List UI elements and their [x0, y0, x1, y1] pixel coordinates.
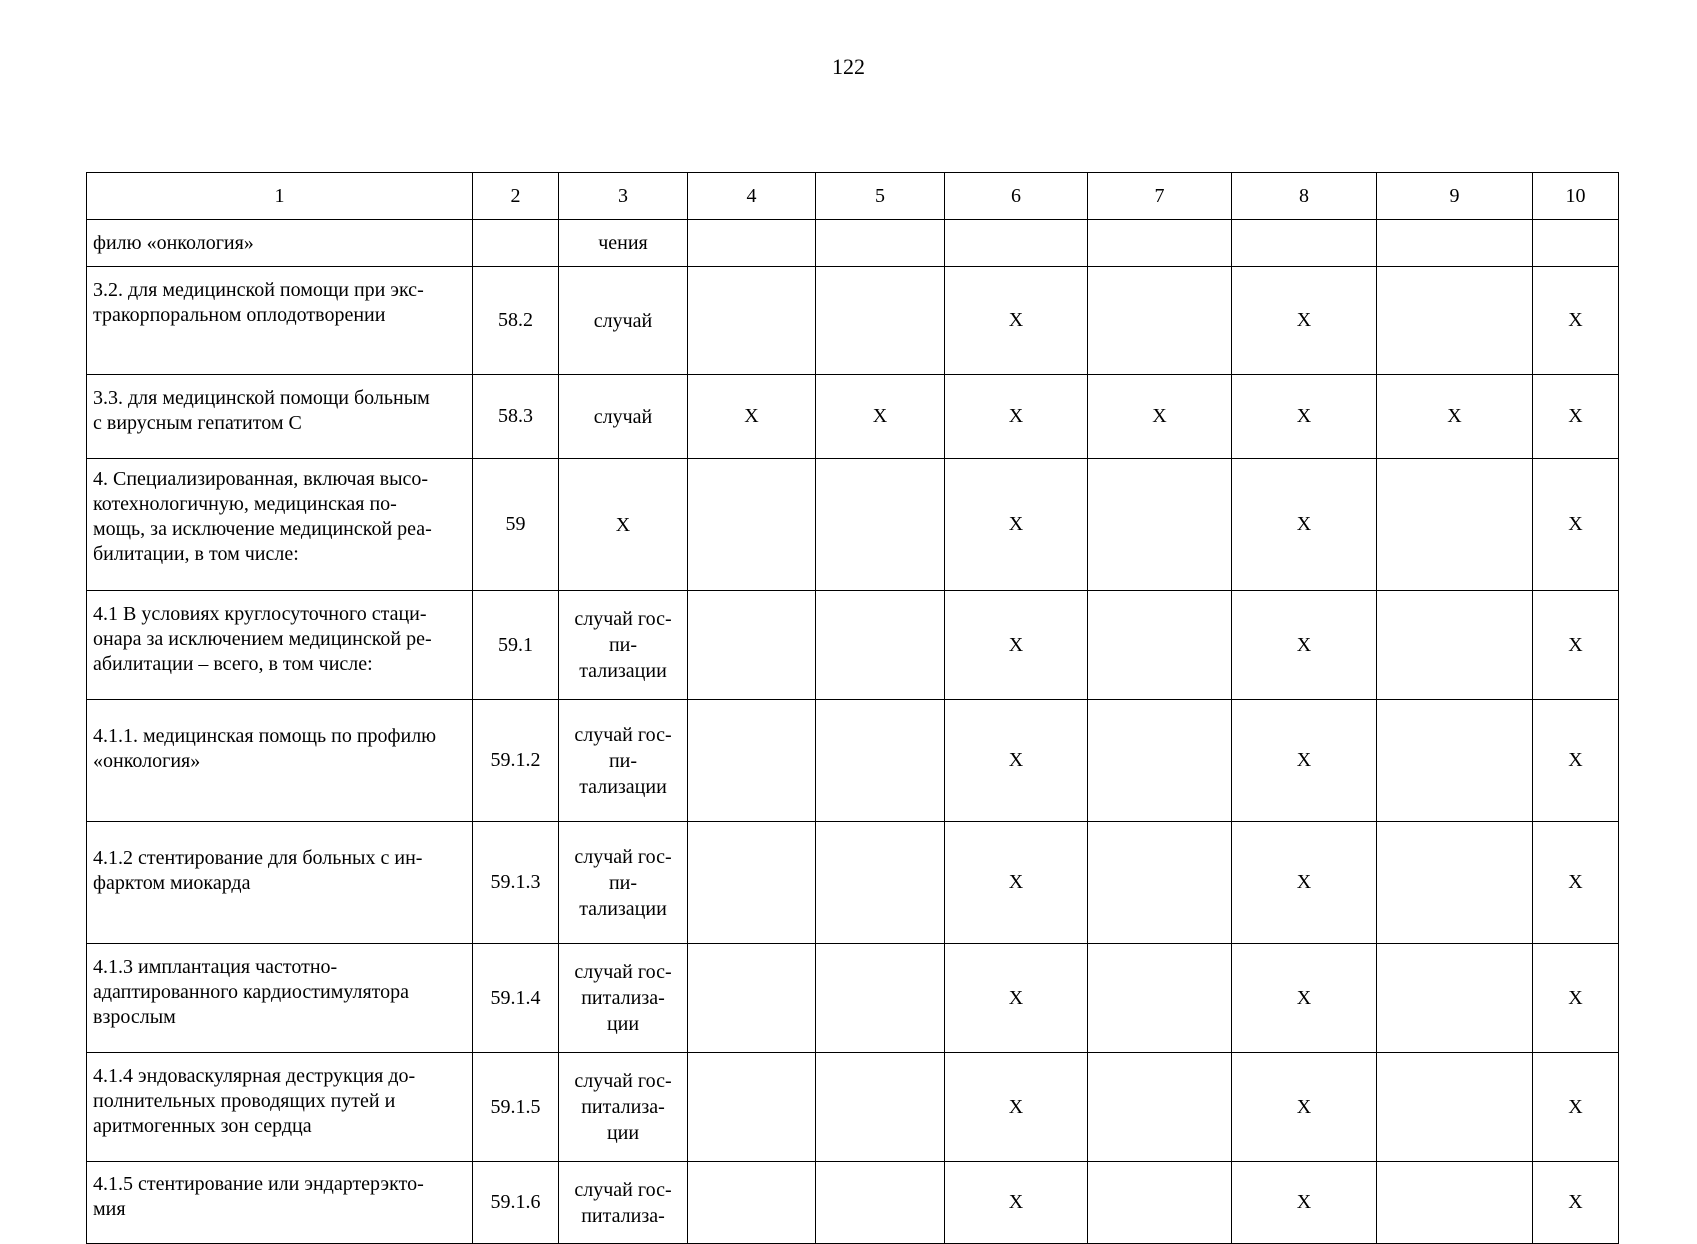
value-cell	[816, 700, 945, 822]
value-cell	[688, 944, 816, 1053]
header-cell: 7	[1088, 173, 1232, 220]
value-cell: Х	[1088, 375, 1232, 459]
value-cell	[816, 220, 945, 267]
value-cell	[1088, 1053, 1232, 1162]
header-cell: 1	[87, 173, 473, 220]
table-row	[87, 375, 1619, 459]
value-cell: Х	[945, 822, 1088, 944]
value-cell	[1377, 1162, 1533, 1244]
value-cell	[688, 822, 816, 944]
row-unit-cell: случай	[559, 267, 688, 375]
row-name-cell: 4.1.3 имплантация частотно- адаптированного кардиостимулятора взрослым	[87, 944, 473, 1053]
value-cell: Х	[1533, 1162, 1619, 1244]
value-cell	[816, 591, 945, 700]
value-cell	[1088, 1162, 1232, 1244]
table-row	[87, 591, 1619, 700]
value-cell	[1088, 267, 1232, 375]
value-cell: Х	[1533, 375, 1619, 459]
row-code-cell	[473, 220, 559, 267]
value-cell	[1377, 944, 1533, 1053]
value-cell	[945, 220, 1088, 267]
value-cell: Х	[945, 459, 1088, 591]
row-name-cell: 4.1.1. медицинская помощь по профилю «онкология»	[87, 700, 473, 822]
value-cell: Х	[1232, 1162, 1377, 1244]
value-cell: Х	[1232, 944, 1377, 1053]
value-cell: Х	[1232, 591, 1377, 700]
value-cell: Х	[1533, 700, 1619, 822]
value-cell: Х	[1232, 267, 1377, 375]
value-cell	[1088, 944, 1232, 1053]
value-cell: Х	[1533, 459, 1619, 591]
value-cell: Х	[945, 1162, 1088, 1244]
row-unit-cell: случай гос- пи- тализации	[559, 822, 688, 944]
value-cell	[816, 1053, 945, 1162]
value-cell	[816, 1162, 945, 1244]
value-cell: Х	[1232, 700, 1377, 822]
value-cell: Х	[945, 591, 1088, 700]
value-cell	[688, 591, 816, 700]
value-cell	[688, 220, 816, 267]
value-cell: Х	[1533, 944, 1619, 1053]
value-cell: Х	[1533, 267, 1619, 375]
value-cell	[816, 267, 945, 375]
row-name-cell: 4. Специализированная, включая высо- котехнологичную, медицинская по- мощь, за исключение медицинской реа- билитации, в том числе:	[87, 459, 473, 591]
table-row	[87, 1162, 1619, 1244]
row-code-cell: 59.1.4	[473, 944, 559, 1053]
table-row	[87, 944, 1619, 1053]
value-cell: Х	[1533, 591, 1619, 700]
row-code-cell: 59.1.2	[473, 700, 559, 822]
value-cell	[816, 944, 945, 1053]
header-cell: 3	[559, 173, 688, 220]
value-cell	[816, 459, 945, 591]
table-row	[87, 822, 1619, 944]
value-cell: Х	[945, 700, 1088, 822]
value-cell	[1088, 700, 1232, 822]
row-code-cell: 59	[473, 459, 559, 591]
value-cell: Х	[688, 375, 816, 459]
value-cell	[1377, 700, 1533, 822]
value-cell	[688, 700, 816, 822]
header-cell: 2	[473, 173, 559, 220]
row-unit-cell: случай гос- пи- тализации	[559, 700, 688, 822]
value-cell	[1377, 220, 1533, 267]
value-cell	[688, 1053, 816, 1162]
value-cell: Х	[1533, 1053, 1619, 1162]
row-unit-cell: случай гос- питализа-	[559, 1162, 688, 1244]
row-name-cell: филю «онкология»	[87, 220, 473, 267]
value-cell	[1377, 459, 1533, 591]
value-cell	[1377, 822, 1533, 944]
value-cell	[688, 1162, 816, 1244]
value-cell: Х	[945, 375, 1088, 459]
row-name-cell: 4.1.4 эндоваскулярная деструкция до- полнительных проводящих путей и аритмогенных зон сердца	[87, 1053, 473, 1162]
row-unit-cell: Х	[559, 459, 688, 591]
value-cell: Х	[1533, 822, 1619, 944]
value-cell	[688, 459, 816, 591]
row-unit-cell: случай гос- питализа- ции	[559, 1053, 688, 1162]
row-code-cell: 59.1.5	[473, 1053, 559, 1162]
header-cell: 10	[1533, 173, 1619, 220]
value-cell	[1377, 1053, 1533, 1162]
header-cell: 8	[1232, 173, 1377, 220]
row-code-cell: 58.2	[473, 267, 559, 375]
table-row	[87, 267, 1619, 375]
page-number: 122	[832, 54, 865, 79]
row-unit-cell: чения	[559, 220, 688, 267]
header-cell: 6	[945, 173, 1088, 220]
row-code-cell: 59.1.3	[473, 822, 559, 944]
row-unit-cell: случай гос- питализа- ции	[559, 944, 688, 1053]
value-cell	[1377, 267, 1533, 375]
value-cell: Х	[1377, 375, 1533, 459]
row-name-cell: 4.1.2 стентирование для больных с ин- фарктом миокарда	[87, 822, 473, 944]
header-cell: 9	[1377, 173, 1533, 220]
table-row	[87, 1053, 1619, 1162]
value-cell	[1088, 459, 1232, 591]
value-cell: Х	[1232, 822, 1377, 944]
row-name-cell: 4.1.5 стентирование или эндартерэкто- мия	[87, 1162, 473, 1244]
data-table	[86, 172, 1619, 1244]
value-cell	[1232, 220, 1377, 267]
value-cell	[1088, 822, 1232, 944]
row-name-cell: 4.1 В условиях круглосуточного стаци- онара за исключением медицинской ре- абилитации – всего, в том числе:	[87, 591, 473, 700]
value-cell	[1088, 591, 1232, 700]
table-row	[87, 459, 1619, 591]
value-cell: Х	[945, 1053, 1088, 1162]
value-cell: Х	[945, 944, 1088, 1053]
value-cell: Х	[1232, 1053, 1377, 1162]
value-cell	[1377, 591, 1533, 700]
row-name-cell: 3.2. для медицинской помощи при экс- тракорпоральном оплодотворении	[87, 267, 473, 375]
value-cell: Х	[1232, 375, 1377, 459]
value-cell	[1088, 220, 1232, 267]
row-unit-cell: случай	[559, 375, 688, 459]
table-row	[87, 220, 1619, 267]
header-cell: 4	[688, 173, 816, 220]
table-row	[87, 700, 1619, 822]
value-cell: Х	[1232, 459, 1377, 591]
value-cell	[816, 822, 945, 944]
row-code-cell: 58.3	[473, 375, 559, 459]
table-header-row	[87, 173, 1619, 220]
header-cell: 5	[816, 173, 945, 220]
value-cell	[1533, 220, 1619, 267]
row-code-cell: 59.1	[473, 591, 559, 700]
value-cell: Х	[816, 375, 945, 459]
row-code-cell: 59.1.6	[473, 1162, 559, 1244]
value-cell: Х	[945, 267, 1088, 375]
row-name-cell: 3.3. для медицинской помощи больным с вирусным гепатитом С	[87, 375, 473, 459]
row-unit-cell: случай гос- пи- тализации	[559, 591, 688, 700]
value-cell	[688, 267, 816, 375]
